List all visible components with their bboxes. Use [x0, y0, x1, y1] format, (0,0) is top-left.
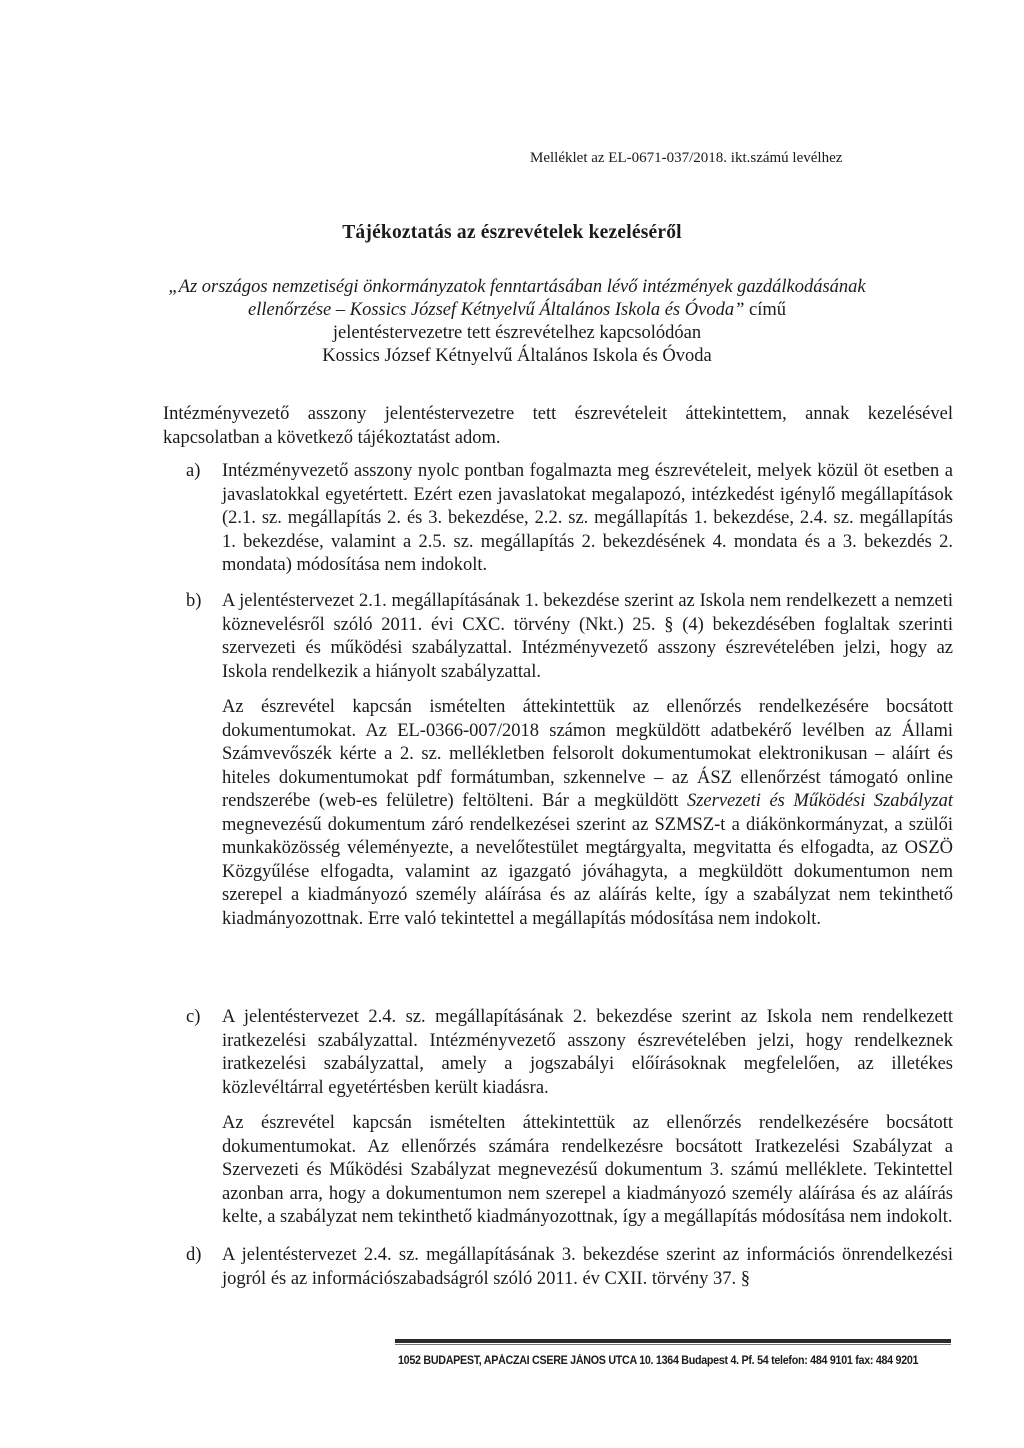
footer-divider: [395, 1339, 951, 1343]
subject-report-title: „Az országos nemzetiségi önkormányzatok fenntartásában lévő intézmények gazdálkodásának ellenőrzése – Kossics József Kétnyelvű Általános Iskola és Óvoda”: [168, 277, 866, 320]
list-marker: a): [186, 461, 201, 481]
text-run: megnevezésű dokumentum záró rendelkezései szerint az SZMSZ-t a diákönkormányzat, a szülői munkaközösség véleményezte, a nevelőtestület megtárgyalta, megvitatta és elfogadta, az OSZÖ Közgyűlése elfogadta, valamint az igazgató jóváhagyta, a megküldött dokumentumon nem szerepel a kiadmányozó személy aláírása és az aláírás kelte, így a szabályzat nem tekinthető kiadmányozottnak. Erre való tekintettel a megállapítás módosítása nem indokolt.: [222, 814, 953, 929]
list-item-a: [163, 460, 953, 578]
text-run: Az észrevétel kapcsán ismételten áttekintettük az ellenőrzés rendelkezésére bocsátott dokumentumokat. Az EL-0366-007/2018 számon megküldött adatbekérő levélben az Állami Számvevőszék kérte a 2. sz. mellékletben felsorolt dokumentumokat elektronikusan – aláírt és hiteles dokumentumokat pdf formátumban, szkennelve – az ÁSZ ellenőrzést támogató online rendszerébe (web-es felületre) feltölteni. Bár a megküldött: [222, 697, 953, 811]
footer-address: 1052 BUDAPEST, APÁCZAI CSERE JÁNOS UTCA 10. 1364 Budapest 4. Pf. 54 telefon: 484 9101 fax: 484 9201: [398, 1355, 919, 1367]
list-marker: b): [186, 591, 202, 611]
document-name-italic: Szervezeti és Működési Szabályzat: [686, 791, 953, 811]
paragraph: A jelentéstervezet 2.4. sz. megállapításának 3. bekezdése szerint az információs önrendelkezési jogról és az információszabadságról szóló 2011. év CXII. törvény 37. §: [222, 1245, 953, 1289]
subject-suffix: című: [744, 300, 786, 320]
list-item-b: [163, 590, 953, 931]
paragraph: [222, 696, 953, 931]
list-marker: d): [186, 1245, 202, 1265]
list-marker: c): [186, 1007, 201, 1027]
paragraph: A jelentéstervezet 2.4. sz. megállapításának 2. bekezdése szerint az Iskola nem rendelkezett iratkezelési szabályzattal. Intézményvezető asszony észrevételében jelzi, hogy rendelkeznek iratkezelési szabályzattal, amely a jogszabályi előírásoknak megfelelően, az illetékes közlevéltárral egyetértésben került kiadásra.: [222, 1007, 953, 1098]
list-item-d: [163, 1244, 953, 1291]
document-title: Tájékoztatás az észrevételek kezeléséről: [342, 222, 682, 243]
subject-line-2: jelentéstervezetre tett észrevételhez kapcsolódóan: [332, 323, 702, 343]
subject-line-3: Kossics József Kétnyelvű Általános Iskola és Óvoda: [322, 346, 712, 366]
intro-paragraph: Intézményvezető asszony jelentéstervezetre tett észrevételeit áttekintettem, annak kezelésével kapcsolatban a következő tájékoztatást adom.: [163, 404, 953, 448]
subject-block: [150, 276, 884, 368]
paragraph: Az észrevétel kapcsán ismételten áttekintettük az ellenőrzés rendelkezésére bocsátott dokumentumokat. Az ellenőrzés számára rendelkezésre bocsátott Iratkezelési Szabályzat a Szervezeti és Működési Szabályzat megnevezésű dokumentum 3. számú melléklete. Tekintettel azonban arra, hogy a dokumentumon nem szerepel a kiadmányozó személy aláírása és az aláírás kelte, a szabályzat nem tekinthető kiadmányozottnak, így a megállapítás módosítása nem indokolt.: [222, 1113, 953, 1227]
attachment-reference: Melléklet az EL-0671-037/2018. ikt.számú levélhez: [530, 150, 843, 166]
paragraph: Intézményvezető asszony nyolc pontban fogalmazta meg észrevételeit, melyek közül öt esetben a javaslatokkal egyetértett. Ezért ezen javaslatokat megalapozó, intézkedést igénylő megállapítások (2.1. sz. megállapítás 2. és 3. bekezdése, 2.2. sz. megállapítás 1. bekezdése, 2.4. sz. megállapítás 1. bekezdése, valamint a 2.5. sz. megállapítás 2. bekezdésének 4. mondata és a 3. bekezdés 2. mondata) módosítása nem indokolt.: [222, 461, 953, 575]
list-item-c: [163, 1006, 953, 1230]
paragraph: A jelentéstervezet 2.1. megállapításának 1. bekezdése szerint az Iskola nem rendelkezett a nemzeti köznevelésről szóló 2011. évi CXC. törvény (Nkt.) 25. § (4) bekezdésében foglaltak szerinti szervezeti és működési szabályzattal. Intézményvezető asszony észrevételében jelzi, hogy az Iskola rendelkezik a hiányolt szabályzattal.: [222, 591, 953, 682]
